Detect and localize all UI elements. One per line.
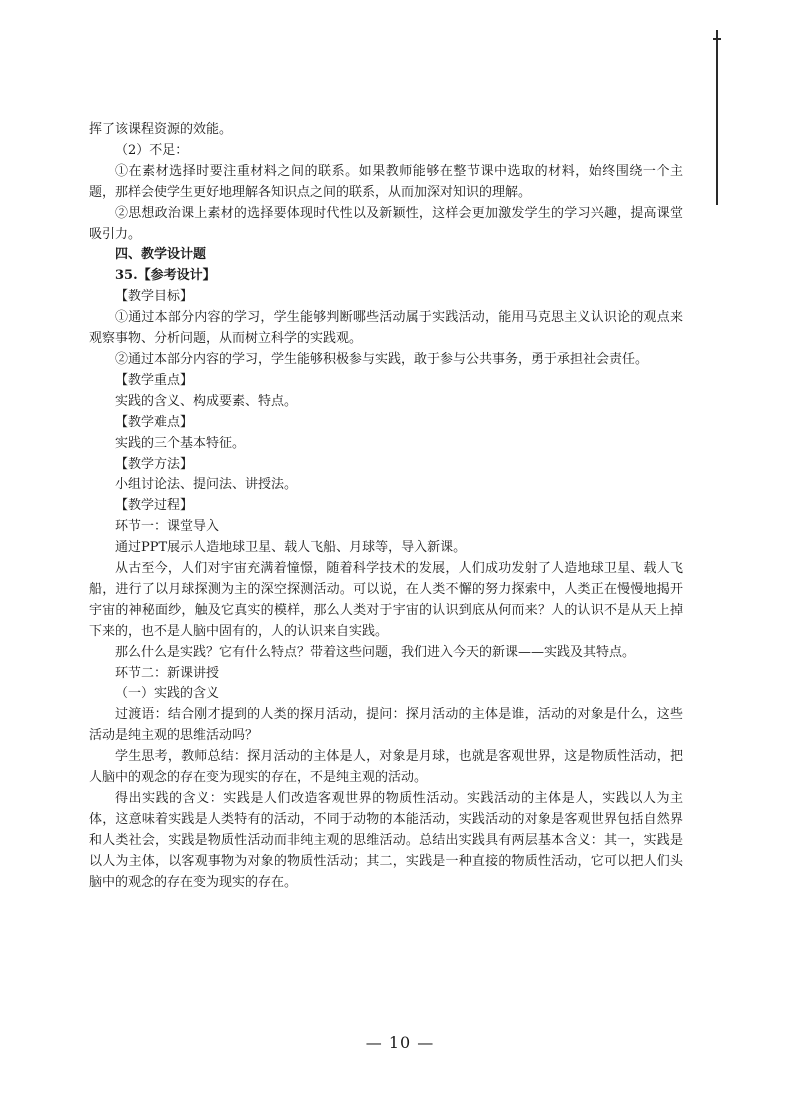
paragraph: （2）不足： [115, 142, 189, 158]
paragraph: 过渡语：结合刚才提到的人类的探月活动，提问：探月活动的主体是谁，活动的对象是什么，这些活动是纯主观的思维活动吗？ [89, 707, 683, 744]
paragraph: 小组讨论法、提问法、讲授法。 [115, 477, 298, 493]
question-heading: 35.【参考设计】 [115, 268, 216, 284]
subheading-objectives: 【教学目标】 [115, 289, 194, 305]
paragraph: ①在素材选择时要注重材料之间的联系。如果教师能够在整节课中选取的材料，始终围绕一个主题，那样会使学生更好地理解各知识点之间的联系，从而加深对知识的理解。 [89, 163, 683, 200]
subheading-difficulties: 【教学难点】 [115, 414, 194, 430]
paragraph: 实践的三个基本特征。 [115, 435, 246, 451]
paragraph: 从古至今，人们对宇宙充满着憧憬，随着科学技术的发展，人们成功发射了人造地球卫星、载人飞船，进行了以月球探测为主的深空探测活动。可以说，在人类不懈的努力探索中，人类正在慢慢地揭开宇宙的神秘面纱，触及它真实的模样，那么人类对于宇宙的认识到底从何而来？人的认识不是从天上掉下来的，也不是人脑中固有的，人的认识来自实践。 [89, 561, 683, 639]
paragraph: ②通过本部分内容的学习，学生能够积极参与实践，敢于参与公共事务，勇于承担社会责任。 [115, 351, 649, 367]
paragraph: 通过PPT展示人造地球卫星、载人飞船、月球等，导入新课。 [115, 540, 467, 556]
page-edge-rule [716, 30, 718, 205]
step-heading: 环节一：课堂导入 [115, 519, 220, 535]
paragraph: ②思想政治课上素材的选择要体现时代性以及新颖性，这样会更加激发学生的学习兴趣，提高课堂吸引力。 [89, 205, 683, 242]
page-number: — 10 — [365, 1033, 435, 1052]
section-heading: 四、教学设计题 [115, 247, 207, 263]
paragraph: 挥了该课程资源的效能。 [89, 122, 233, 137]
page-edge-tick [713, 38, 721, 40]
paragraph: 得出实践的含义：实践是人们改造客观世界的物质性活动。实践活动的主体是人，实践以人为主体，这意味着实践是人类特有的活动，不同于动物的本能活动，实践活动的对象是客观世界包括自然界和人类社会，实践是物质性活动而非纯主观的思维活动。总结出实践具有两层基本含义：其一，实践是以人为主体，以客观事物为对象的物质性活动；其二，实践是一种直接的物质性活动，它可以把人们头脑中的观念的存在变为现实的存在。 [89, 791, 683, 890]
subheading-process: 【教学过程】 [115, 498, 194, 514]
step-heading: 环节二：新课讲授 [115, 665, 220, 681]
paragraph: 实践的含义、构成要素、特点。 [115, 393, 298, 409]
paragraph: 学生思考，教师总结：探月活动的主体是人，对象是月球，也就是客观世界，这是物质性活动，把人脑中的观念的存在变为现实的存在，不是纯主观的活动。 [89, 749, 683, 786]
document-body [89, 120, 683, 894]
paragraph: ①通过本部分内容的学习，学生能够判断哪些活动属于实践活动，能用马克思主义认识论的观点来观察事物、分析问题，从而树立科学的实践观。 [89, 310, 683, 347]
paragraph: 那么什么是实践？它有什么特点？带着这些问题，我们进入今天的新课——实践及其特点。 [115, 644, 636, 660]
subheading-key-points: 【教学重点】 [115, 372, 194, 388]
subsection-heading: （一）实践的含义 [115, 686, 220, 702]
subheading-methods: 【教学方法】 [115, 456, 194, 472]
